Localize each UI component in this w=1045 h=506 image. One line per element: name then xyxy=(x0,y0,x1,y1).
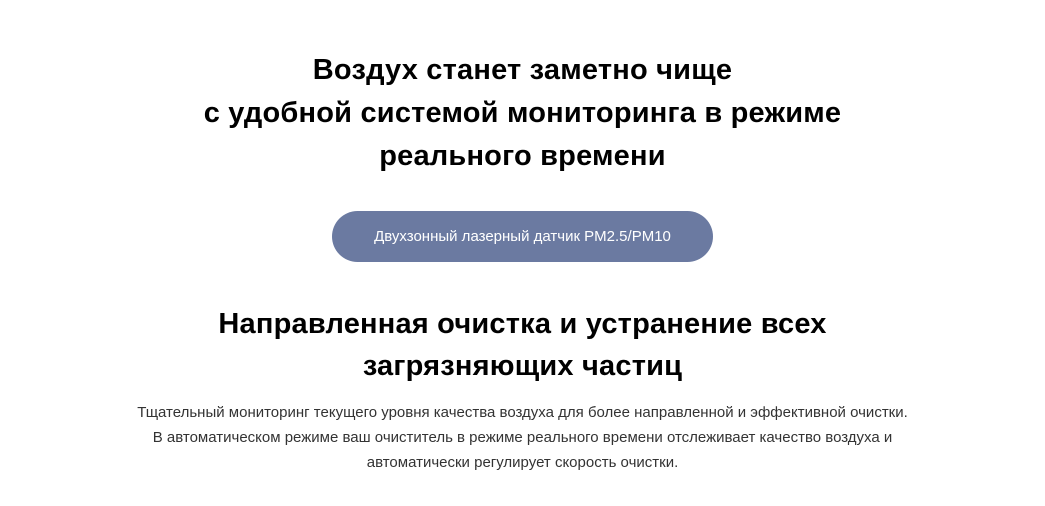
section-heading-line-2: загрязняющих частиц xyxy=(362,350,683,382)
section-description: Тщательный мониторинг текущего уровня качества воздуха для более направленной и эффективной очистки. В автоматическом режиме ваш очиститель в режиме реального времени отслеживает качество воздуха и автоматически регулирует скорость очистки. xyxy=(137,404,908,471)
section-heading xyxy=(0,303,1045,387)
hero-heading-line-1: Воздух станет заметно чище xyxy=(312,54,733,86)
section-heading-line-1: Направленная очистка и устранение всех xyxy=(218,308,827,340)
hero-heading-line-3: реального времени xyxy=(379,140,666,172)
badge-row xyxy=(0,211,1045,262)
hero-heading xyxy=(0,49,1045,178)
hero-heading-line-2: с удобной системой мониторинга в режиме xyxy=(203,97,842,129)
sensor-badge-button[interactable]: Двухзонный лазерный датчик PM2.5/PM10 xyxy=(332,211,713,262)
